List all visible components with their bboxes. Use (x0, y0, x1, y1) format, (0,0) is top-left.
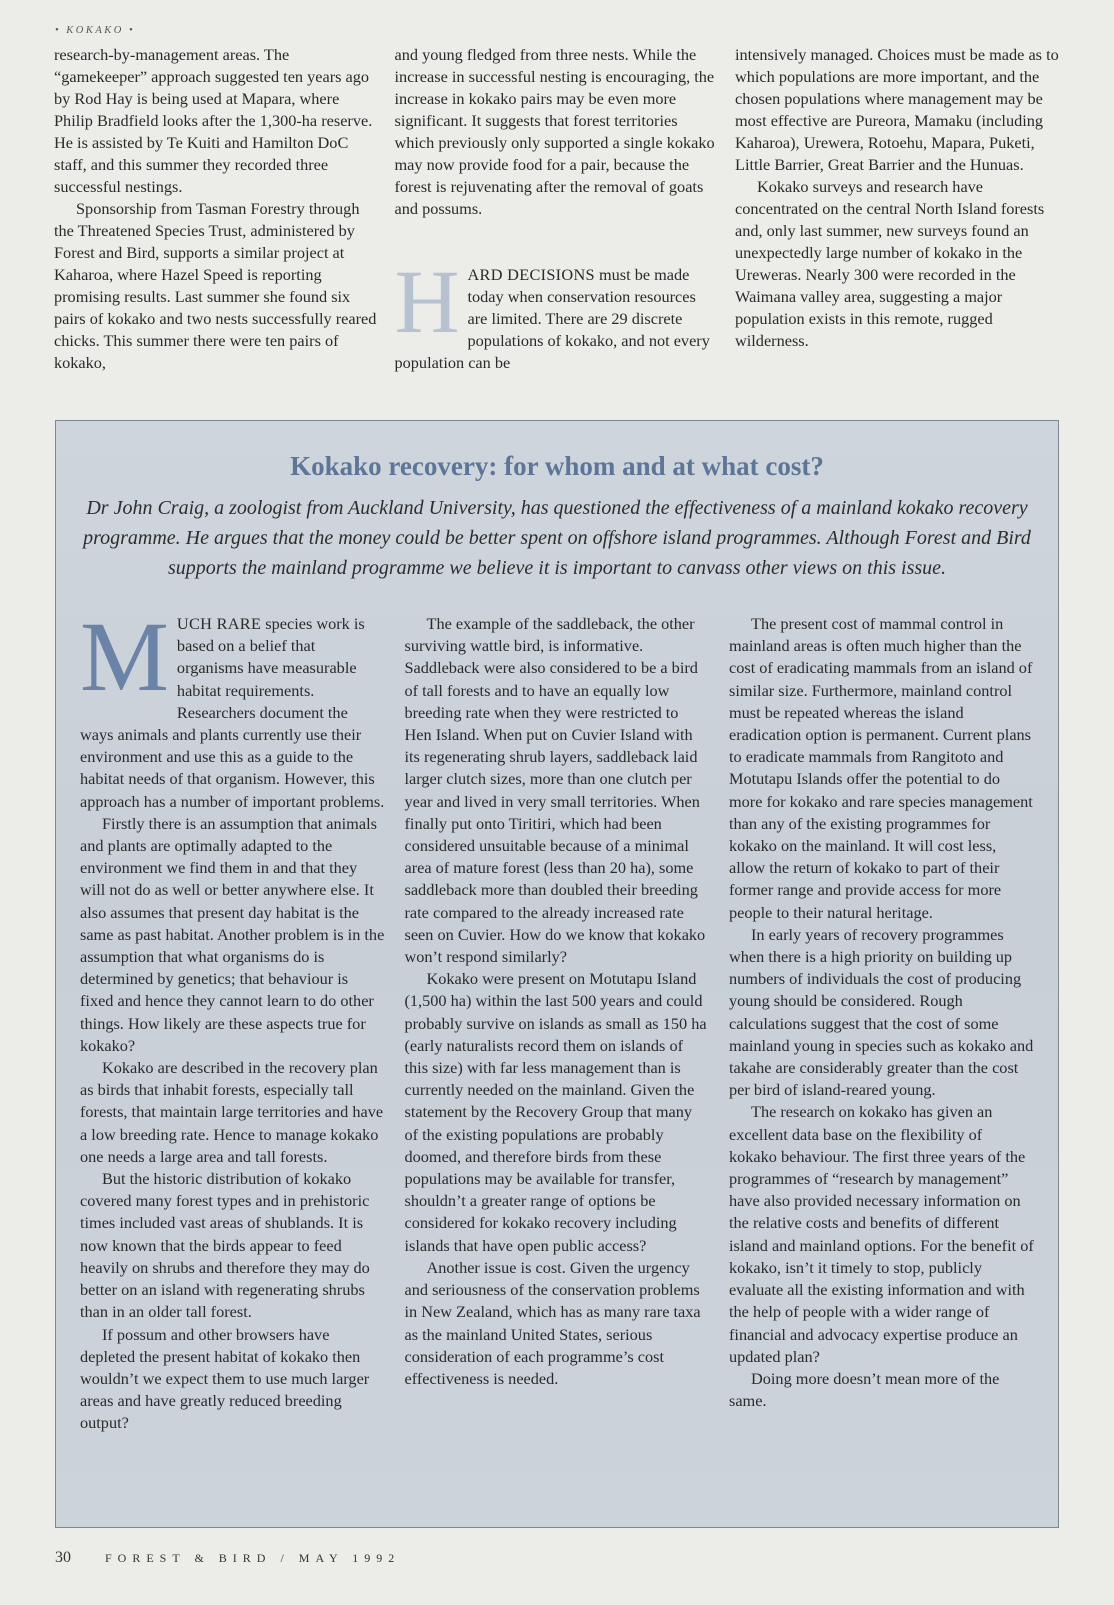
paragraph: intensively managed. Choices must be made as to which populations are more important, and the chosen populations where management may be most effective are Pureora, Mamaku (including Kaharoa), Urewera, Rotoehu, Mapara, Puketi, Little Barrier, Great Barrier and the Hunuas. (735, 45, 1059, 174)
top-column-2 (395, 44, 720, 374)
paragraph: The present cost of mammal control in mainland areas is often much higher than the cost of eradicating mammals from an island of similar size. Furthermore, mainland control must be repeated whereas the island eradication option is permanent. Current plans to eradicate mammals from Rangitoto and Motutapu Islands offer the potential to do more for kokako and rare species management than any of the existing programmes for kokako on the mainland. It will cost less, allow the return of kokako to part of their former range and provide access for more people to their natural heritage. (729, 614, 1033, 922)
box-intro: Dr John Craig, a zoologist from Auckland University, has questioned the effectiveness of a mainland kokako recovery programme. He argues that the money could be better spent on offshore island programmes. Although Forest and Bird supports the mainland programme we believe it is important to canvass other views on this issue. (83, 497, 1031, 579)
masthead: FOREST & BIRD / MAY 1992 (105, 1550, 401, 1565)
paragraph: The example of the saddleback, the other surviving wattle bird, is informative. Saddleback were also considered to be a bird of tall forests and to have an equally low breeding rate when they were restricted to Hen Island. When put on Cuvier Island with its regenerating shrub layers, saddleback laid larger clutch sizes, more than one clutch per year and lived in very small territories. When finally put onto Tiritiri, which had been considered unsuitable because of a minimal area of mature forest (less than 20 ha), some saddleback more than doubled their breeding rate compared to the already increased rate seen on Cuvier. How do we know that kokako won’t respond similarly? (404, 614, 706, 967)
paragraph: Another issue is cost. Given the urgency and seriousness of the conservation problems in New Zealand, which has as many rare taxa as the mainland United States, serious consideration of each programme’s cost effectiveness is needed. (404, 1257, 701, 1388)
paragraph-hard-decisions (394, 253, 720, 374)
page-number: 30 (55, 1549, 71, 1566)
running-head: • KOKAKO • (55, 25, 136, 36)
top-column-1 (54, 44, 379, 374)
sidebar-box (55, 420, 1059, 1528)
page-footer (55, 1549, 400, 1567)
top-column-3 (735, 44, 1060, 374)
paragraph: and young fledged from three nests. While the increase in successful nesting is encouraging, the increase in kokako pairs may be even more significant. It suggests that forest territories which previously only supported a single kokako may now provide food for a pair, because the forest is rejuvenating after the removal of goats and possums. (394, 45, 715, 218)
paragraph-text: species work is based on a belief that organisms have measurable habitat requirements. Researchers document the ways animals and plants currently use their environment and use this as a guide to the habitat needs of that organism. However, this approach has a number of important problems. (80, 614, 385, 811)
paragraph: Kokako surveys and research have concentrated on the central North Island forests and, only last summer, new surveys found an unexpectedly large number of kokako in the Ureweras. Nearly 300 were recorded in the Waimana valley area, suggesting a major population exists in this remote, rugged wilderness. (735, 177, 1045, 350)
paragraph-text: must be made today when conservation resources are limited. There are 29 discrete populations of kokako, and not every population can be (394, 265, 710, 372)
drop-cap: H (394, 253, 460, 352)
top-article (54, 44, 1060, 374)
paragraph: Sponsorship from Tasman Forestry through the Threatened Species Trust, administered by Forest and Bird, supports a similar project at Kaharoa, where Hazel Speed is reporting promising results. Last summer she found six pairs of kokako and two nests successfully reared chicks. This summer there were ten pairs of kokako, (54, 199, 377, 372)
paragraph-lead (80, 601, 385, 813)
box-column-1 (80, 601, 385, 1435)
drop-cap: M (80, 601, 169, 712)
paragraph: Firstly there is an assumption that animals and plants are optimally adapted to the environment we find them in and that they will not do as well or better anywhere else. It also assumes that present day habitat is the same as past habitat. Another problem is in the assumption that what organisms do is determined by genetics; that behaviour is fixed and hence they cannot learn to do other things. How likely are these aspects true for kokako? (80, 813, 385, 1055)
paragraph: But the historic distribution of kokako covered many forest types and in prehistoric times included vast areas of shublands. It is now known that the birds appear to feed heavily on shrubs and therefore they may do better on an island with regenerating shrubs than in an older tall forest. (80, 1169, 370, 1322)
paragraph: Doing more doesn’t mean more of the same. (729, 1368, 1000, 1411)
box-columns (80, 601, 1034, 1435)
box-title: Kokako recovery: for whom and at what cost? (290, 451, 824, 481)
paragraph: In early years of recovery programmes when there is a high priority on building up numbers of individuals the cost of producing young should be considered. Rough calculations suggest that the cost of some mainland young in species such as kokako and takahe are considerably greater than the cost per bird of island-reared young. (729, 924, 1034, 1100)
box-column-3 (729, 613, 1034, 1435)
paragraph: If possum and other browsers have depleted the present habitat of kokako then wouldn’t we expect them to use much larger areas and have greatly reduced breeding output? (80, 1324, 370, 1433)
paragraph: The research on kokako has given an excellent data base on the flexibility of kokako behaviour. The first three years of the programmes of “research by management” have also provided necessary information on the relative costs and benefits of different island and mainland options. For the benefit of kokako, isn’t it timely to stop, publicly evaluate all the existing information and with the help of people with a wider range of financial and advocacy expertise produce an updated plan? (729, 1102, 1034, 1366)
lead-in-caps: ARD DECISIONS (467, 265, 595, 284)
paragraph: research-by-management areas. The “gamekeeper” approach suggested ten years ago by Rod Hay is being used at Mapara, where Philip Bradfield looks after the 1,300-ha reserve. He is assisted by Te Kuiti and Hamilton DoC staff, and this summer they recorded three successful nestings. (54, 45, 373, 196)
box-column-2 (405, 613, 710, 1435)
lead-in-caps: UCH RARE (176, 614, 262, 633)
paragraph: Kokako were present on Motutapu Island (1,500 ha) within the last 500 years and could probably survive on islands as small as 150 ha (early naturalists record them on islands of this size) with far less management than is currently needed on the mainland. Given the statement by the Recovery Group that many of the existing populations are probably doomed, and therefore birds from these populations may be available for transfer, shouldn’t a greater range of options be considered for kokako recovery including islands that have open public access? (404, 969, 707, 1255)
paragraph: Kokako are described in the recovery plan as birds that inhabit forests, especially tall forests, that maintain large territories and have a low breeding rate. Hence to manage kokako one needs a large area and tall forests. (80, 1058, 384, 1166)
